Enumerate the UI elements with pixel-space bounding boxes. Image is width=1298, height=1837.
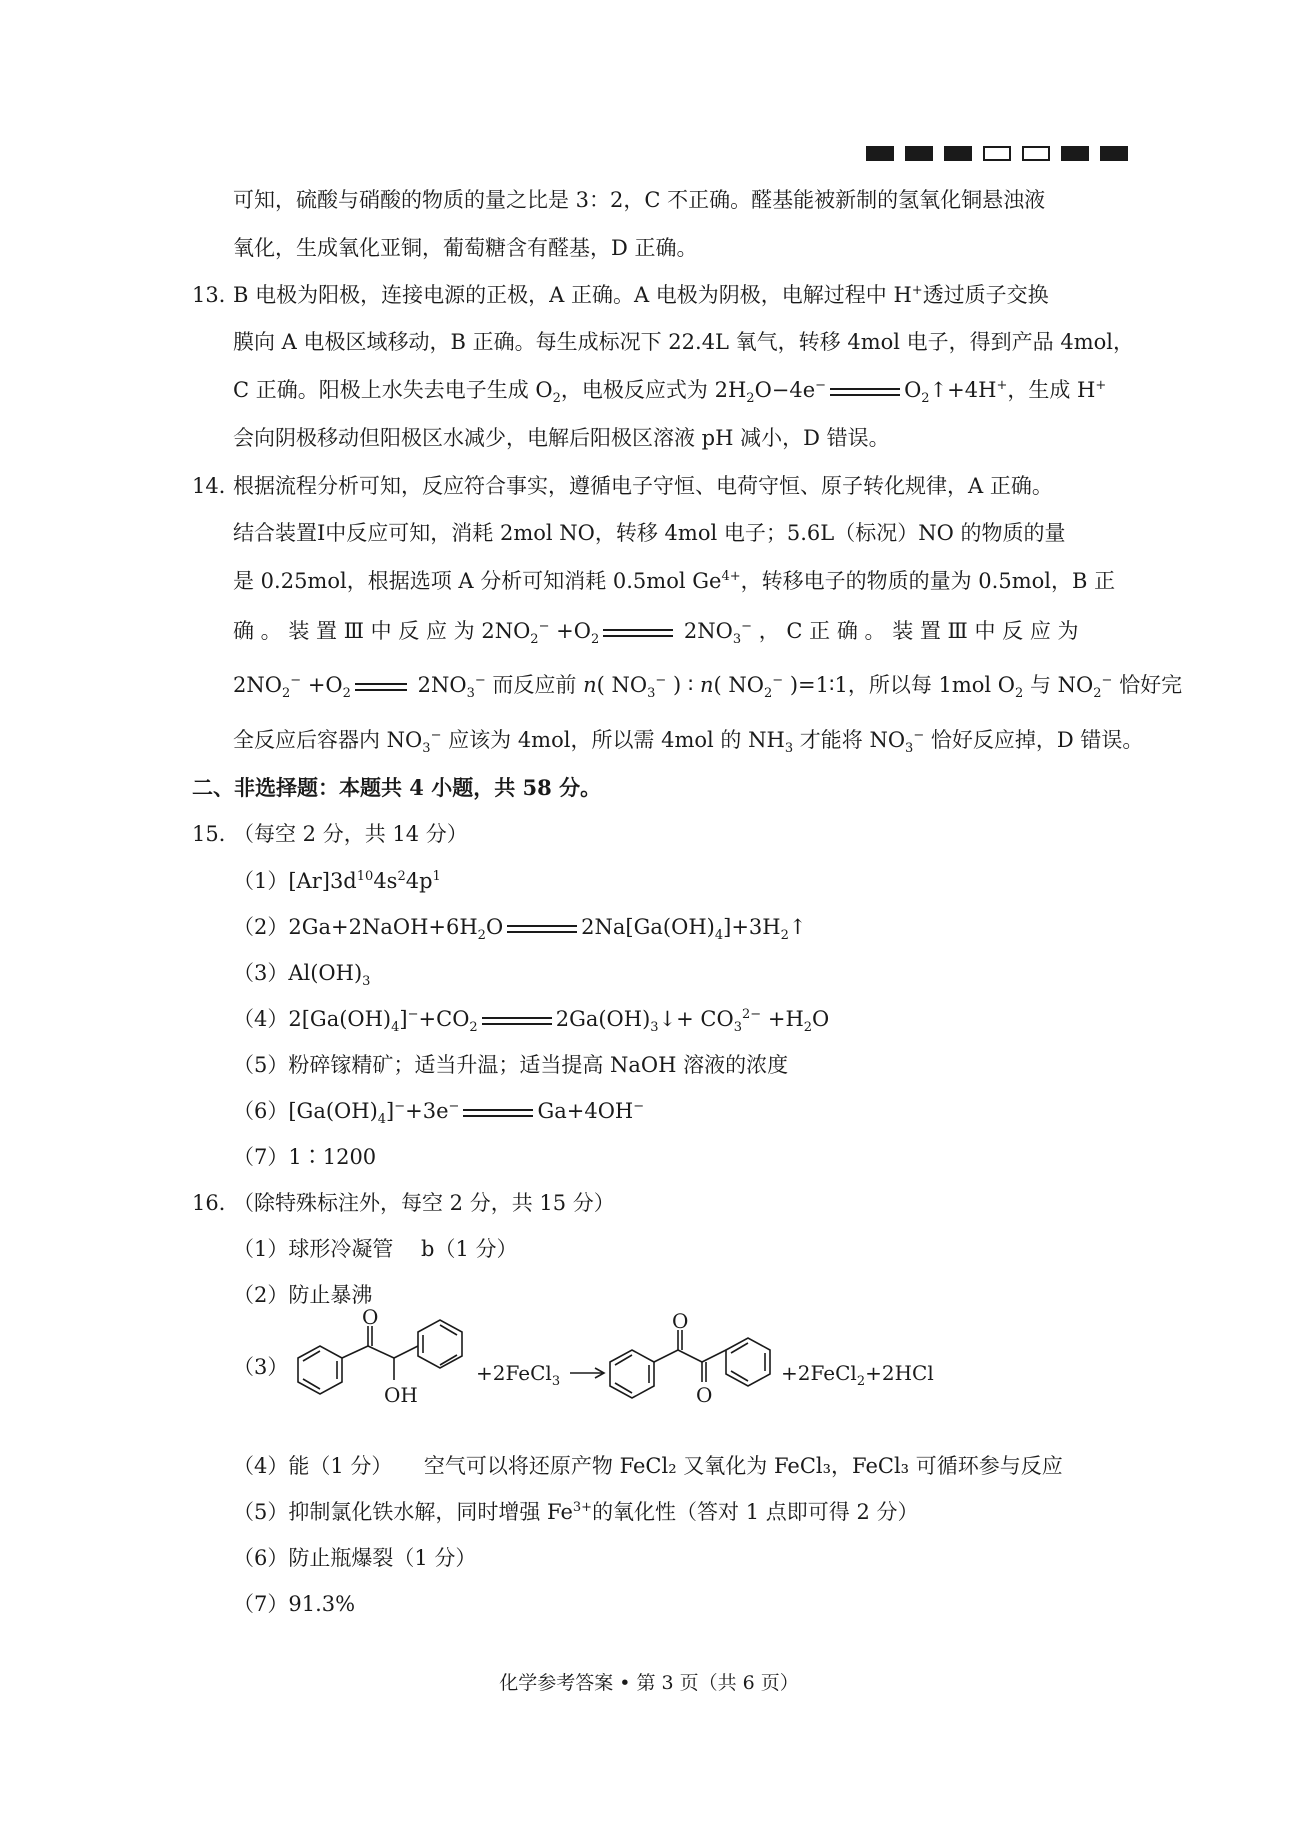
benzene-ring: [418, 1320, 462, 1368]
q14-line-4: 确 。 装 置 Ⅲ 中 反 应 为 $2NO_2^- +O_2$ $2NO_3^-$ ， C 正 确 。 装 置 Ⅲ 中 反 应 为: [233, 619, 1079, 648]
header-marks: [866, 146, 1128, 161]
header-mark: [1022, 146, 1050, 161]
cont-line-1: 可知，硫酸与硝酸的物质的量之比是 3：2，C 不正确。醛基能被新制的氢氧化铜悬浊液: [233, 188, 1046, 212]
q15-number: 15．: [192, 822, 240, 846]
q14-line-2: 结合装置Ⅰ中反应可知，消耗 2mol NO，转移 4mol 电子；5.6L（标况）NO 的物质的量: [233, 521, 1066, 545]
header-mark: [905, 146, 933, 161]
header-mark: [983, 146, 1011, 161]
header-mark: [1061, 146, 1089, 161]
carbonyl-oxygen-label: O: [696, 1383, 713, 1407]
q16-answer-2: （2）防止暴沸: [233, 1283, 373, 1307]
q16-heading: （除特殊标注外，每空 2 分，共 15 分）: [233, 1191, 615, 1215]
q15-answer-6: $(6)[Ga(OH)_4]^-+3e^-$ Ga+4OH−: [233, 1099, 645, 1128]
header-mark: [944, 146, 972, 161]
q15-heading: （每空 2 分，共 14 分）: [233, 822, 468, 846]
carbonyl-oxygen-label: O: [672, 1309, 689, 1333]
benzene-ring: [726, 1338, 770, 1386]
header-mark: [1100, 146, 1128, 161]
q13-line-2: 膜向 A 电极区域移动，B 正确。每生成标况下 22.4L 氧气，转移 4mol 电子，得到产品 4mol，: [233, 330, 1134, 354]
benzene-ring: [298, 1346, 342, 1394]
q16-answer-6: （6）防止瓶爆裂（1 分）: [233, 1546, 477, 1570]
q16-number: 16．: [192, 1191, 240, 1215]
benzoin-oxidation-equation: [268, 1305, 934, 1428]
header-mark: [866, 146, 894, 161]
hydroxyl-label: OH: [384, 1383, 418, 1407]
q16-answer-4: （4）能（1 分） 空气可以将还原产物 FeCl₂ 又氧化为 FeCl₃，FeCl₃ 可循环参与反应: [233, 1454, 1063, 1478]
q16-answer-5: （5）抑制氯化铁水解，同时增强 $Fe^{3+}$的氧化性（答对 1 点即可得 2 分）: [233, 1500, 919, 1524]
q13-line-4: 会向阴极移动但阳极区水减少，电解后阳极区溶液 pH 减小，D 错误。: [233, 426, 890, 450]
benzene-ring: [610, 1350, 654, 1398]
q15-answer-7: （7）1∶1200: [233, 1145, 377, 1169]
q13-line-3: C 正确。阳极上水失去电子生成 $O_2$，电极反应式为 $2H_2O-4e^-$ $O_2↑+4H^+$，生成 H+: [233, 378, 1107, 407]
section-2-heading: 二、非选择题：本题共 4 小题，共 58 分。: [192, 775, 602, 800]
q15-answer-3: $(3)Al(OH)_3$: [233, 961, 371, 990]
q14-line-6: 全反应后容器内 $NO_3^-$ 应该为 4mol，所以需 4mol 的 $NH_3$ 才能将 $NO_3^-$ 恰好反应掉，D 错误。: [233, 728, 1144, 757]
q15-answer-4: $(4)2[Ga(OH)_4]^-+CO_2$ $2Ga(OH)_3↓+ CO_3^{2-} +H_2O$: [233, 1007, 830, 1036]
q13-line-1: B 电极为阳极，连接电源的正极，A 正确。A 电极为阴极，电解过程中 H+透过质子交换: [233, 283, 1049, 307]
q15-answer-5: （5）粉碎镓精矿；适当升温；适当提高 NaOH 溶液的浓度: [233, 1053, 789, 1077]
q14-number: 14．: [192, 474, 240, 498]
q14-line-3: 是 0.25mol，根据选项 A 分析可知消耗 0.5mol $Ge^{4+}$，转移电子的物质的量为 0.5mol，B 正: [233, 569, 1116, 593]
product-fecl2-hcl: +2FeCl$_2$+2HCl: [781, 1361, 934, 1389]
q15-answer-1: $(1)[Ar]3d^{10}4s^24p^1$: [233, 869, 441, 893]
page-footer: 化学参考答案 • 第 3 页（共 6 页）: [499, 1672, 799, 1694]
q16-answer-1: （1）球形冷凝管 b（1 分）: [233, 1237, 518, 1261]
reagent-fecl3: +2FeCl$_3$: [476, 1361, 561, 1389]
q15-answer-2: $(2)2Ga+2NaOH+6H_2O$ $2Na[Ga(OH)_4]+3H_2↑$: [233, 915, 807, 944]
q13-number: 13．: [192, 283, 240, 307]
q14-line-5: $2NO_2^- +O_2$ $2NO_3^-$ 而反应前 n( $NO_3^-$ ) ∶ n( $NO_2^-$ )=1∶1，所以每 1mol $O_2$ 与 $NO_2^-$ 恰好完: [233, 673, 1183, 702]
cont-line-2: 氧化，生成氧化亚铜，葡萄糖含有醛基，D 正确。: [233, 236, 698, 260]
q16-answer-7: （7）91.3%: [233, 1592, 356, 1616]
q16-answer-3-label: （3）: [233, 1355, 289, 1379]
carbonyl-oxygen-label: O: [362, 1305, 379, 1329]
q14-line-1: 根据流程分析可知，反应符合事实，遵循电子守恒、电荷守恒、原子转化规律，A 正确。: [233, 474, 1053, 498]
